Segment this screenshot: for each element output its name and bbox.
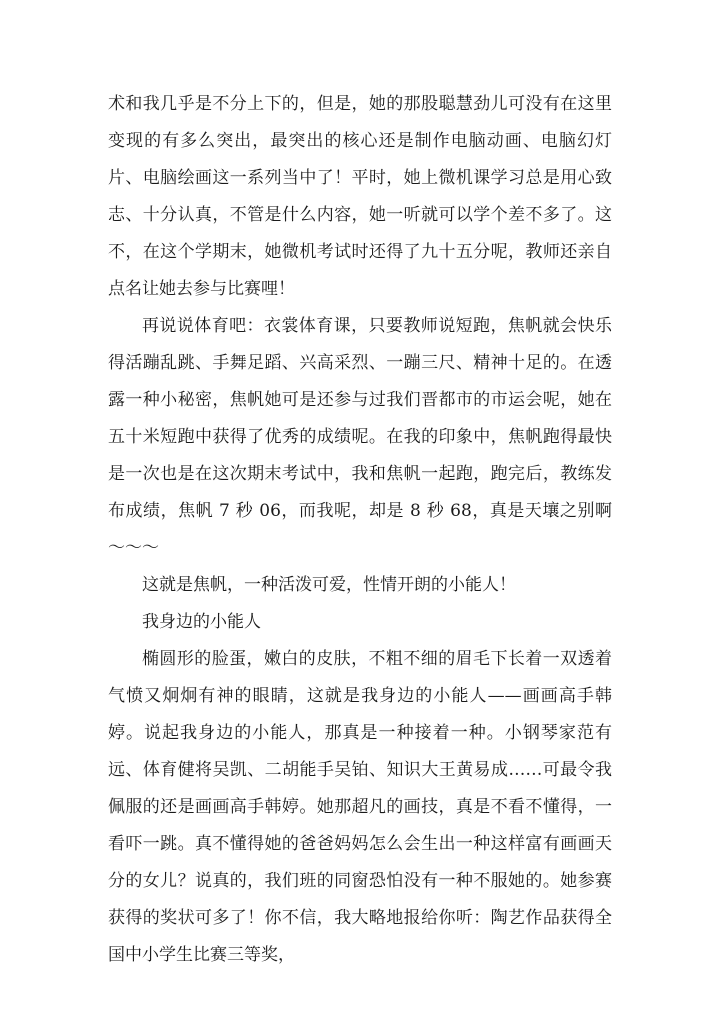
section-heading: 我身边的小能人: [142, 612, 261, 632]
paragraph-3: 这就是焦帆，一种活泼可爱，性情开朗的小能人！: [142, 575, 516, 595]
paragraph-2: 再说说体育吧：衣裳体育课，只要教师说短跑，焦帆就会快乐得活蹦乱跳、手舞足蹈、兴高采烈、一蹦三尺、精神十足的。在透露一种小秘密，焦帆她可是还参与过我们晋都市的市运会呢，她在五十米短跑中获得了优秀的成绩呢。在我的印象中，焦帆跑得最快是一次也是在这次期末考试中，我和焦帆一起跑，跑完后，教练发布成绩，焦帆 7 秒 06，而我呢，却是 8 秒 68，真是天壤之别啊～～～: [108, 316, 612, 558]
paragraph-5: 椭圆形的脸蛋，嫩白的皮肤，不粗不细的眉毛下长着一双透着气愤又炯炯有神的眼睛，这就是我身边的小能人——画画高手韩婷。说起我身边的小能人，那真是一种接着一种。小钢琴家范有远、体育健将吴凯、二胡能手吴铂、知识大王黄易成……可最令我佩服的还是画画高手韩婷。她那超凡的画技，真是不看不懂得，一看吓一跳。真不懂得她的爸爸妈妈怎么会生出一种这样富有画画天分的女儿？说真的，我们班的同窗恐怕没有一种不服她的。她参赛获得的奖状可多了！你不信，我大略地报给你听：陶艺作品获得全国中小学生比赛三等奖，: [108, 649, 612, 965]
paragraph-1: 术和我几乎是不分上下的，但是，她的那股聪慧劲儿可没有在这里变现的有多么突出，最突出的核心还是制作电脑动画、电脑幻灯片、电脑绘画这一系列当中了！平时，她上微机课学习总是用心致志、十分认真，不管是什么内容，她一听就可以学个差不多了。这不，在这个学期末，她微机考试时还得了九十五分呢，教师还亲自点名让她去参与比赛哩！: [108, 94, 612, 299]
document-page: [108, 86, 612, 974]
